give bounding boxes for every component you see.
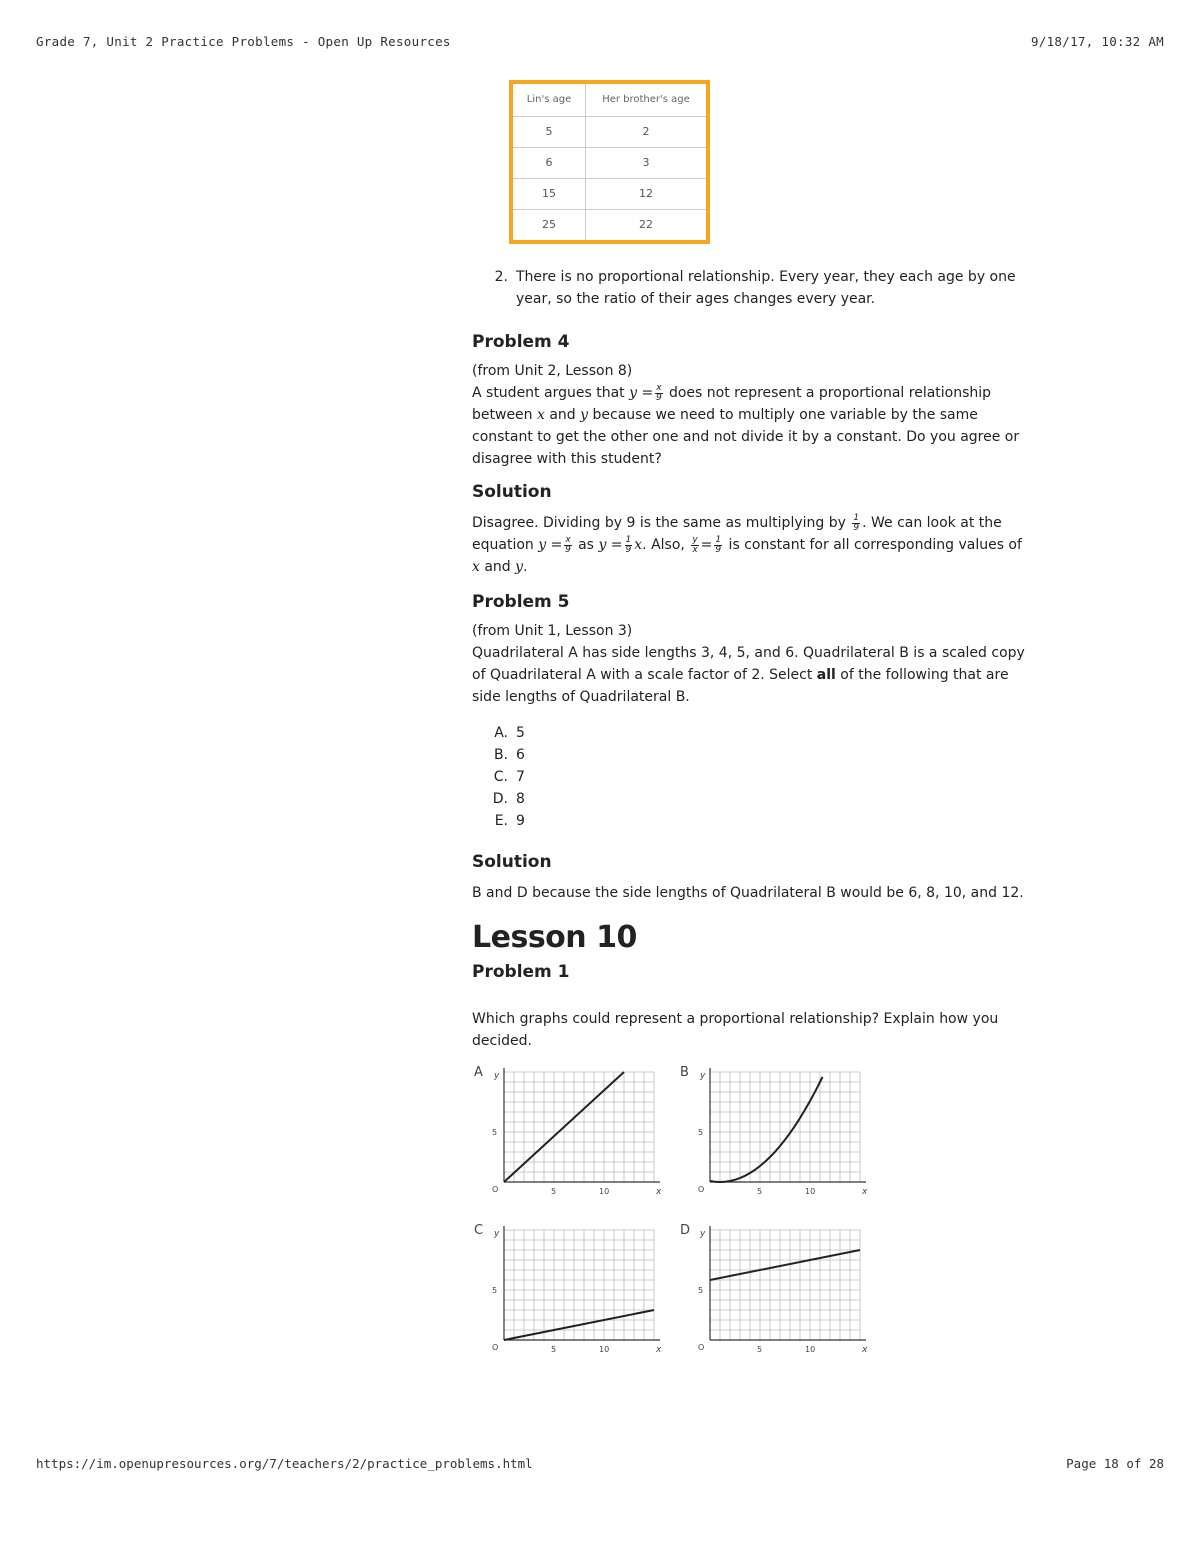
problem4-text: A student argues that y = $\frac{x}{9}$ does not represent a proportional relationship between x and y because we need to multiply one variable by the same constant to get the other one and not divide it by a constant. Do you agree or disagree with this student?	[472, 382, 1020, 467]
list-marker: 2.	[494, 269, 508, 285]
x-axis-label: x	[862, 1345, 868, 1355]
x-tick-label: 10	[805, 1345, 816, 1354]
lesson10-question: Which graphs could represent a proportional relationship? Explain how you decided.	[472, 1011, 999, 1049]
table-cell: 2	[586, 117, 709, 148]
graph-label: C	[474, 1223, 484, 1238]
graph-label: B	[680, 1065, 689, 1080]
list-item-text: There is no proportional relationship. Every year, they each age by one year, so the ratio of their ages changes every year.	[516, 269, 1016, 307]
list-item: A. 5	[494, 725, 525, 741]
answer-list	[472, 266, 1032, 310]
problem5-heading: Problem 5	[472, 592, 570, 612]
x-axis-label: x	[862, 1187, 868, 1197]
y-axis-label: y	[494, 1229, 500, 1239]
table-row	[511, 117, 708, 148]
origin-label: O	[698, 1343, 705, 1352]
x-tick-label: 5	[757, 1187, 763, 1196]
list-item: C. 7	[493, 769, 525, 785]
problem5-options	[472, 722, 1032, 832]
problem4-heading: Problem 4	[472, 332, 570, 352]
page-footer-page: Page 18 of 28	[1066, 1456, 1164, 1471]
problem5-solution-heading: Solution	[472, 852, 552, 872]
graph-grid	[472, 1062, 872, 1372]
x-tick-label: 5	[757, 1345, 763, 1354]
list-item: E. 9	[494, 813, 525, 829]
table-cell: 3	[586, 148, 709, 179]
graph-b-curve	[710, 1077, 823, 1182]
list-item: B. 6	[493, 747, 525, 763]
lesson10-problem-heading: Problem 1	[472, 962, 570, 982]
graph-panel-c	[474, 1223, 662, 1355]
table-cell: 5	[511, 117, 586, 148]
origin-label: O	[492, 1343, 499, 1352]
age-table-header: Her brother's age	[586, 82, 709, 117]
graph-panel-b	[680, 1065, 868, 1197]
table-cell: 6	[511, 148, 586, 179]
table-cell: 12	[586, 179, 709, 210]
graph-d-line	[710, 1250, 860, 1280]
y-axis-label: y	[700, 1071, 706, 1081]
page-header-datetime: 9/18/17, 10:32 AM	[1030, 34, 1164, 49]
table-row	[511, 148, 708, 179]
y-tick-label: 5	[698, 1286, 704, 1295]
x-tick-label: 5	[551, 1345, 557, 1354]
graph-c-line	[504, 1310, 654, 1340]
y-tick-label: 5	[492, 1286, 498, 1295]
table-cell: 22	[586, 210, 709, 243]
problem4-source: (from Unit 2, Lesson 8)	[472, 363, 633, 379]
page-content	[472, 80, 1032, 1372]
graph-label: A	[474, 1065, 483, 1080]
x-tick-label: 10	[599, 1187, 610, 1196]
x-tick-label: 10	[805, 1187, 816, 1196]
graph-label: D	[680, 1223, 691, 1238]
x-axis-label: x	[656, 1345, 662, 1355]
x-tick-label: 5	[551, 1187, 557, 1196]
x-axis-label: x	[656, 1187, 662, 1197]
age-table-header-row	[511, 82, 708, 117]
age-table-header: Lin's age	[511, 82, 586, 117]
problem4-solution: Disagree. Dividing by 9 is the same as multiplying by $\frac{1}{9}$ . We can look at the equation y = $\frac{x}{9}$ as y = $\frac{1}{9}$ x. Also, $\frac{y}{x}$ = $\frac{1}{9}$ is constant for all corresponding values of x and y.	[472, 512, 1022, 575]
problem5-source: (from Unit 1, Lesson 3)	[472, 623, 633, 639]
list-item: D. 8	[492, 791, 525, 807]
problem5-solution: B and D because the side lengths of Quadrilateral B would be 6, 8, 10, and 12.	[472, 885, 1024, 901]
table-row	[511, 179, 708, 210]
origin-label: O	[492, 1185, 499, 1194]
table-cell: 15	[511, 179, 586, 210]
age-table	[509, 80, 710, 244]
problem5-text: Quadrilateral A has side lengths 3, 4, 5, and 6. Quadrilateral B is a scaled copy of Quadrilateral A with a scale factor of 2. Select all of the following that are side lengths of Quadrilateral B.	[472, 645, 1025, 705]
y-tick-label: 5	[492, 1128, 498, 1137]
graph-panel-d	[680, 1223, 868, 1355]
problem4-solution-heading: Solution	[472, 482, 552, 502]
graphs-figure	[472, 1062, 892, 1372]
origin-label: O	[698, 1185, 705, 1194]
x-tick-label: 10	[599, 1345, 610, 1354]
list-item	[486, 266, 1032, 310]
table-cell: 25	[511, 210, 586, 243]
y-tick-label: 5	[698, 1128, 704, 1137]
graph-panel-a	[474, 1065, 662, 1197]
y-axis-label: y	[700, 1229, 706, 1239]
y-axis-label: y	[494, 1071, 500, 1081]
table-row	[511, 210, 708, 243]
page-header-title: Grade 7, Unit 2 Practice Problems - Open Up Resources	[36, 34, 451, 49]
lesson-title: Lesson 10	[472, 920, 637, 955]
page-footer-url: https://im.openupresources.org/7/teachers/2/practice_problems.html	[36, 1456, 533, 1471]
